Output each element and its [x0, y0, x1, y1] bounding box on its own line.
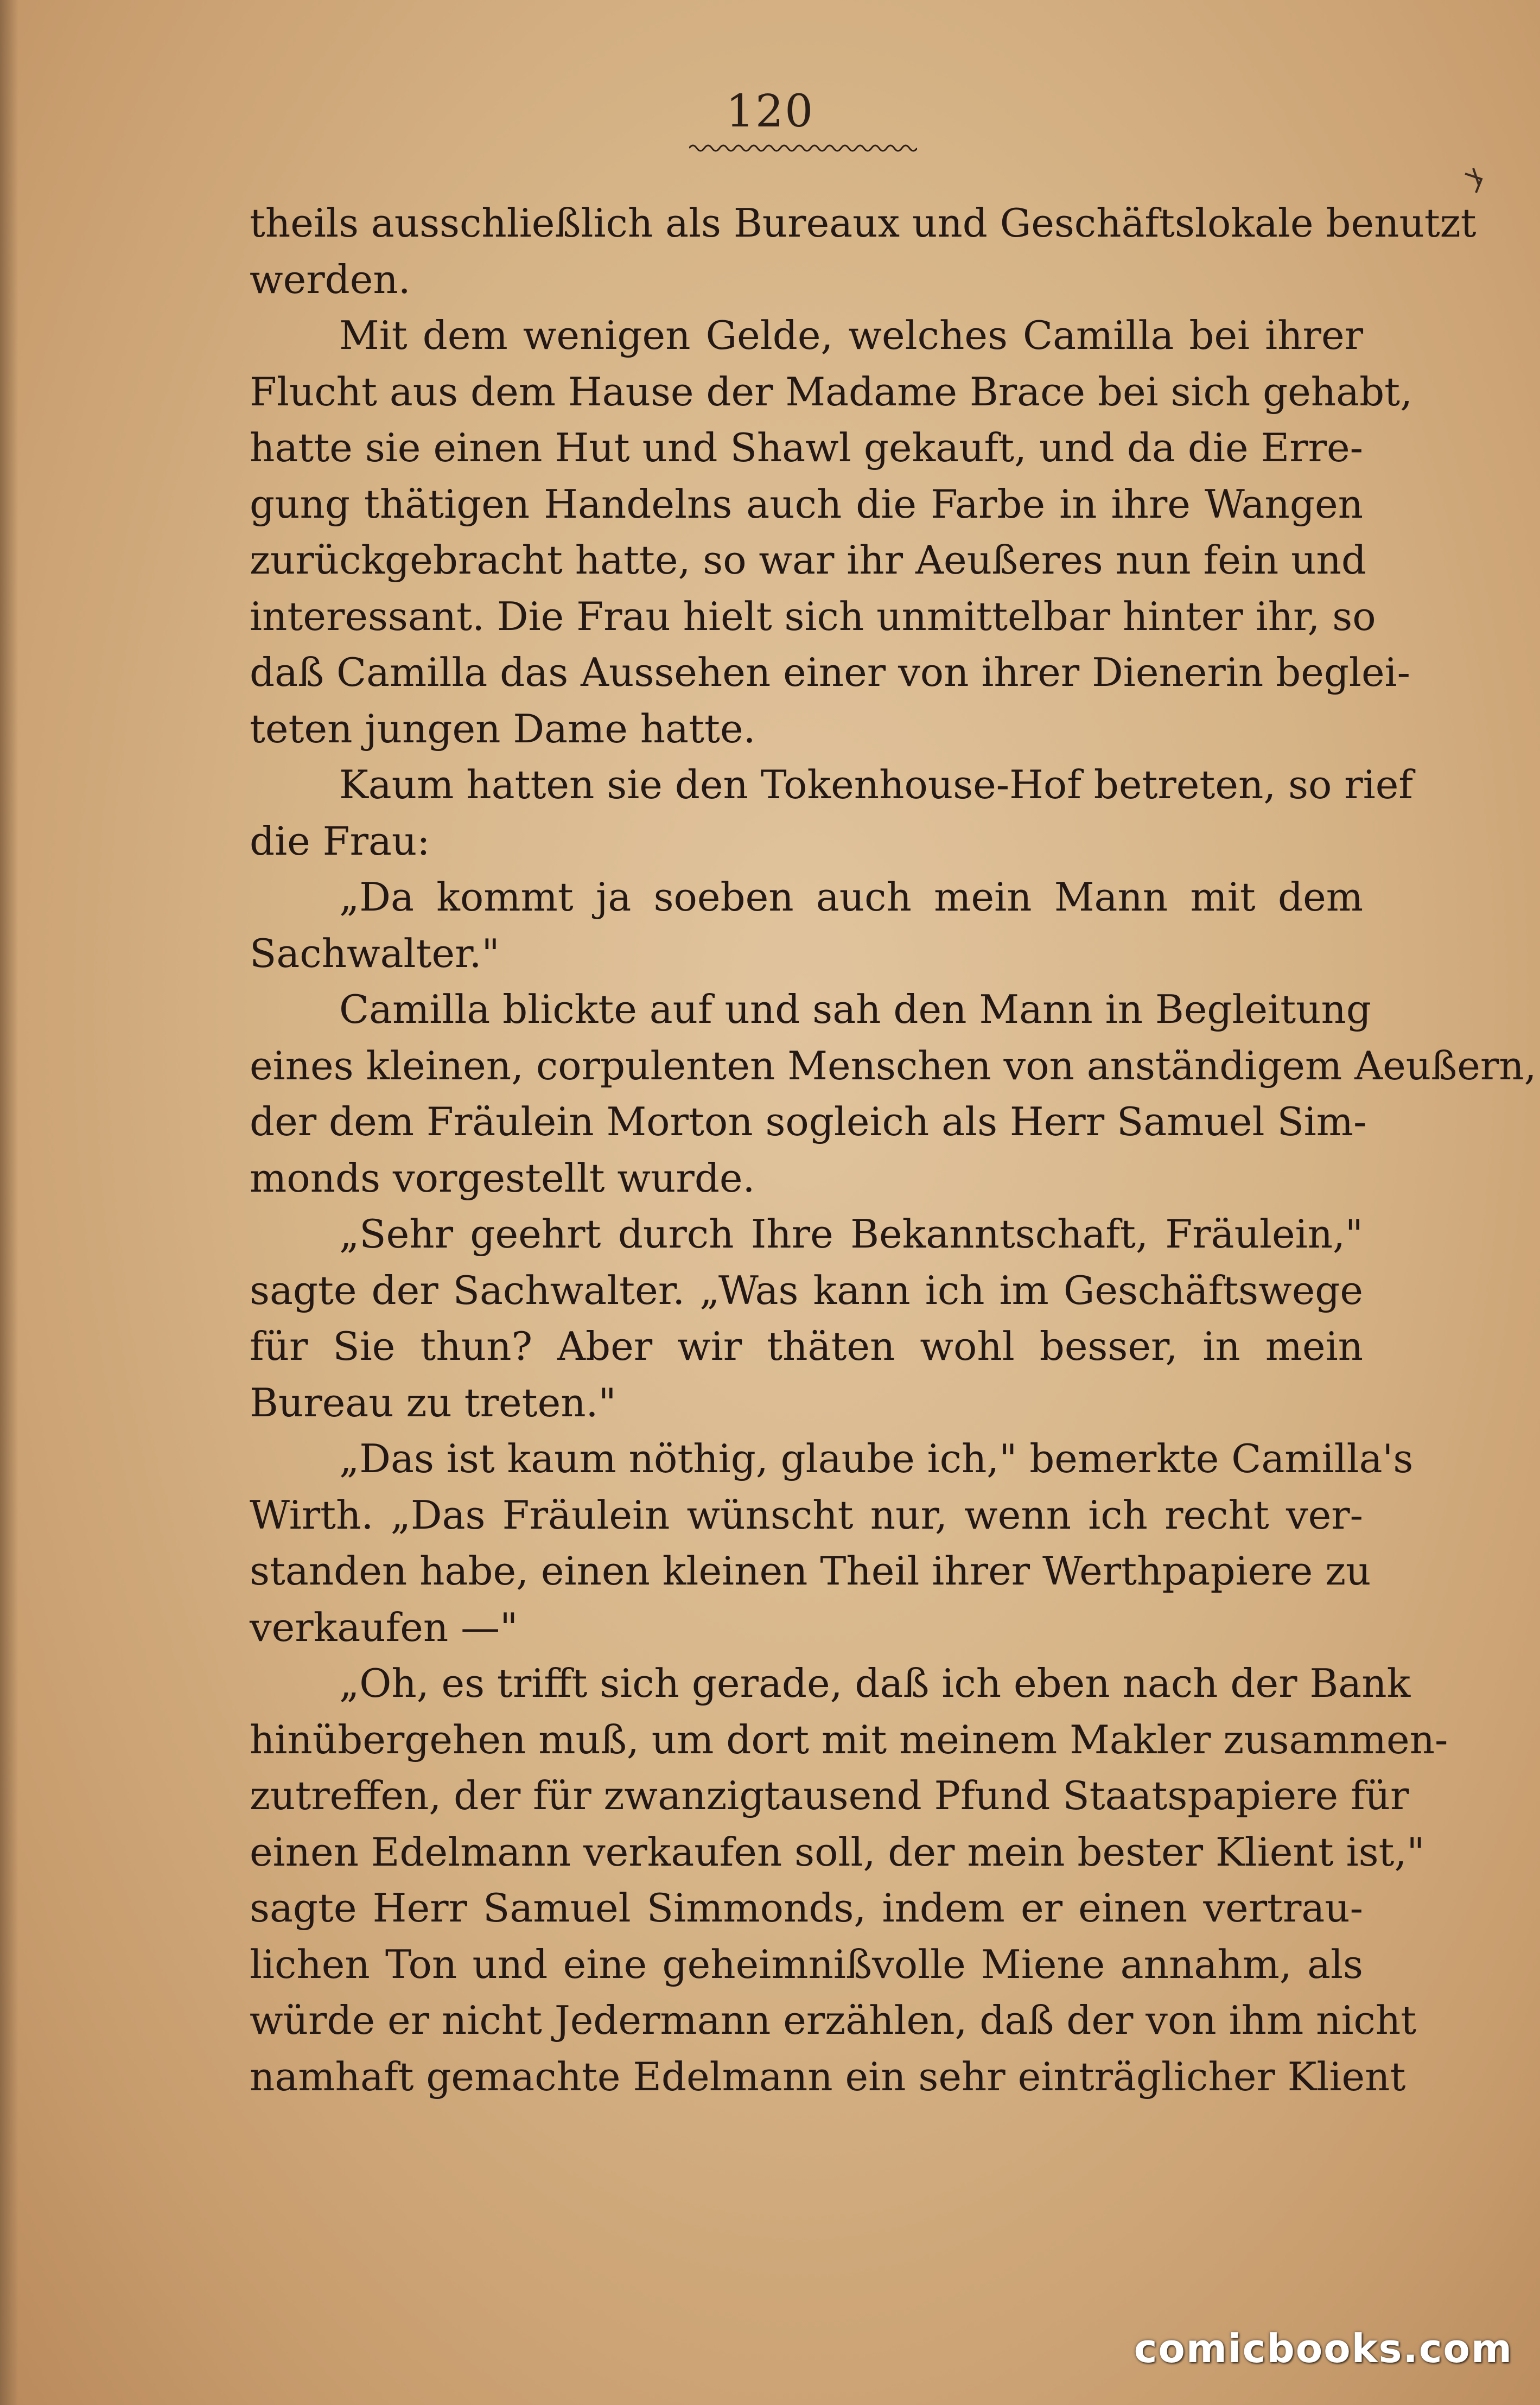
text-line: namhaft gemachte Edelmann ein sehr einträglicher Klient [250, 2053, 1406, 2099]
text-line: für Sie thun? Aber wir thäten wohl besser, in mein [250, 1324, 1363, 1369]
text-line: eines kleinen, corpulenten Menschen von anständigem Aeußern, [250, 1042, 1537, 1089]
text-line: „Da kommt ja soeben auch mein Mann mit dem [339, 874, 1363, 920]
text-line: die Frau: [250, 818, 430, 864]
text-line: einen Edelmann verkaufen soll, der mein bester Klient ist," [250, 1829, 1425, 1875]
watermark: comicbooks.com [1134, 2326, 1513, 2371]
body-text [250, 195, 1537, 2105]
text-line: sagte der Sachwalter. „Was kann ich im Geschäftswege [250, 1267, 1363, 1313]
page-edge-shadow [0, 0, 18, 2405]
text-line: Kaum hatten sie den Tokenhouse-Hof betreten, so rief [339, 762, 1413, 807]
text-line: hinübergehen muß, um dort mit meinem Makler zusammen- [250, 1716, 1448, 1763]
text-line: Flucht aus dem Hause der Madame Brace bei sich gehabt, [250, 368, 1412, 415]
text-line: interessant. Die Frau hielt sich unmittelbar hinter ihr, so [250, 593, 1376, 639]
text-line: zutreffen, der für zwanzigtausend Pfund Staatspapiere für [250, 1773, 1409, 1818]
text-line: zurückgebracht hatte, so war ihr Aeußeres nun fein und [250, 537, 1366, 583]
text-line: der dem Fräulein Morton sogleich als Herr Samuel Sim- [250, 1099, 1367, 1144]
text-line: „Sehr geehrt durch Ihre Bekanntschaft, Fräulein," [339, 1211, 1363, 1257]
text-line: teten jungen Dame hatte. [250, 705, 756, 752]
text-line: Mit dem wenigen Gelde, welches Camilla bei ihrer [339, 313, 1363, 358]
text-line: lichen Ton und eine geheimnißvolle Miene annahm, als [250, 1941, 1363, 1987]
text-line: „Das ist kaum nöthig, glaube ich," bemerkte Camilla's [339, 1436, 1414, 1481]
text-line: sagte Herr Samuel Simmonds, indem er einen vertrau- [250, 1885, 1363, 1931]
ink-speck-mark [1460, 163, 1492, 195]
text-line: theils ausschließlich als Bureaux und Geschäftslokale benutzt [250, 200, 1477, 246]
text-line: Camilla blickte auf und sah den Mann in Begleitung [339, 987, 1371, 1032]
text-line: standen habe, einen kleinen Theil ihrer Werthpapiere zu [250, 1548, 1371, 1594]
text-line: Sachwalter." [250, 930, 500, 976]
page-number: 120 [726, 86, 814, 137]
text-line: gung thätigen Handelns auch die Farbe in ihre Wangen [250, 481, 1363, 527]
text-line: „Oh, es trifft sich gerade, daß ich eben nach der Bank [339, 1660, 1411, 1706]
text-line: verkaufen —" [250, 1604, 518, 1650]
text-line: würde er nicht Jedermann erzählen, daß der von ihm nicht [250, 1997, 1417, 2043]
text-line: daß Camilla das Aussehen einer von ihrer Dienerin beglei- [250, 650, 1410, 695]
text-line: werden. [250, 256, 411, 302]
text-line: monds vorgestellt wurde. [250, 1155, 755, 1201]
text-line: hatte sie einen Hut und Shawl gekauft, und da die Erre- [250, 425, 1363, 470]
text-line: Bureau zu treten." [250, 1379, 616, 1426]
text-line: Wirth. „Das Fräulein wünscht nur, wenn ich recht ver- [250, 1492, 1363, 1538]
header-ornament [689, 140, 917, 156]
